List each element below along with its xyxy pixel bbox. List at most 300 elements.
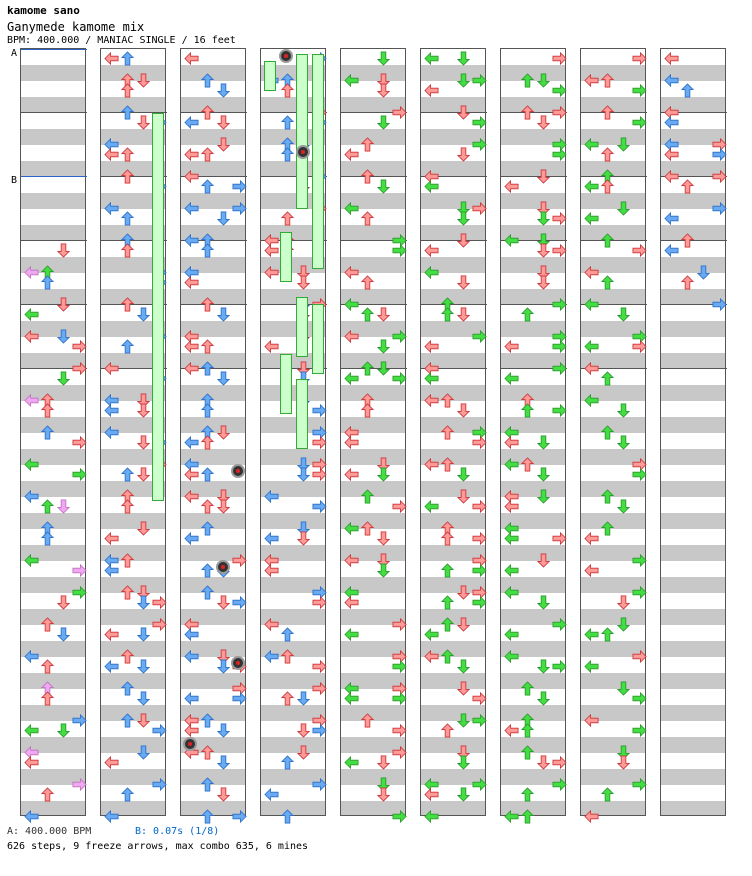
up-arrow-icon (456, 307, 471, 322)
down-arrow-icon (440, 563, 455, 578)
left-arrow-icon (424, 265, 439, 280)
down-arrow-icon (200, 777, 215, 792)
left-arrow-icon (504, 499, 519, 514)
up-arrow-icon (376, 787, 391, 802)
down-arrow-icon (680, 233, 695, 248)
down-arrow-icon (600, 489, 615, 504)
right-arrow-icon (552, 83, 567, 98)
up-arrow-icon (376, 115, 391, 130)
down-arrow-icon (120, 553, 135, 568)
up-arrow-icon (536, 169, 551, 184)
chart-column (180, 48, 246, 816)
up-arrow-icon (376, 563, 391, 578)
up-arrow-icon (376, 179, 391, 194)
up-arrow-icon (456, 713, 471, 728)
down-arrow-icon (520, 681, 535, 696)
left-arrow-icon (184, 723, 199, 738)
up-arrow-icon (136, 467, 151, 482)
down-arrow-icon (520, 105, 535, 120)
up-arrow-icon (136, 115, 151, 130)
down-arrow-icon (520, 723, 535, 738)
left-arrow-icon (104, 51, 119, 66)
up-arrow-icon (456, 51, 471, 66)
left-arrow-icon (184, 51, 199, 66)
left-arrow-icon (24, 649, 39, 664)
down-arrow-icon (360, 275, 375, 290)
up-arrow-icon (136, 73, 151, 88)
right-arrow-icon (712, 147, 727, 162)
left-arrow-icon (424, 339, 439, 354)
left-arrow-icon (584, 265, 599, 280)
left-arrow-icon (584, 73, 599, 88)
left-arrow-icon (264, 489, 279, 504)
up-arrow-icon (456, 681, 471, 696)
left-arrow-icon (584, 137, 599, 152)
down-arrow-icon (200, 179, 215, 194)
up-arrow-icon (216, 595, 231, 610)
left-arrow-icon (504, 371, 519, 386)
down-arrow-icon (200, 467, 215, 482)
left-arrow-icon (104, 531, 119, 546)
down-arrow-icon (40, 659, 55, 674)
chart-column (260, 48, 326, 816)
left-arrow-icon (584, 339, 599, 354)
up-arrow-icon (456, 73, 471, 88)
left-arrow-icon (104, 659, 119, 674)
up-arrow-icon (456, 105, 471, 120)
marker-b: B (11, 175, 18, 186)
right-arrow-icon (232, 809, 247, 824)
down-arrow-icon (200, 809, 215, 824)
up-arrow-icon (216, 137, 231, 152)
down-arrow-icon (120, 169, 135, 184)
up-arrow-icon (456, 755, 471, 770)
right-arrow-icon (392, 499, 407, 514)
right-arrow-icon (632, 649, 647, 664)
freeze-arrow (264, 61, 276, 91)
up-arrow-icon (56, 499, 71, 514)
up-arrow-icon (136, 627, 151, 642)
left-arrow-icon (504, 457, 519, 472)
right-arrow-icon (472, 201, 487, 216)
up-arrow-icon (616, 755, 631, 770)
down-arrow-icon (280, 691, 295, 706)
left-arrow-icon (24, 553, 39, 568)
up-arrow-icon (456, 211, 471, 226)
down-arrow-icon (280, 809, 295, 824)
right-arrow-icon (312, 499, 327, 514)
left-arrow-icon (584, 297, 599, 312)
up-arrow-icon (376, 361, 391, 376)
up-arrow-icon (216, 211, 231, 226)
right-arrow-icon (392, 243, 407, 258)
measure-line (501, 176, 567, 177)
down-arrow-icon (200, 297, 215, 312)
down-arrow-icon (520, 307, 535, 322)
up-arrow-icon (456, 147, 471, 162)
down-arrow-icon (360, 169, 375, 184)
measure-line (21, 304, 87, 305)
left-arrow-icon (664, 115, 679, 130)
mine-icon (216, 560, 230, 574)
left-arrow-icon (264, 339, 279, 354)
up-arrow-icon (536, 73, 551, 88)
up-arrow-icon (376, 339, 391, 354)
up-arrow-icon (216, 755, 231, 770)
left-arrow-icon (184, 361, 199, 376)
down-arrow-icon (600, 179, 615, 194)
down-arrow-icon (200, 521, 215, 536)
measure-line (421, 240, 487, 241)
down-arrow-icon (200, 585, 215, 600)
right-arrow-icon (632, 467, 647, 482)
right-arrow-icon (72, 467, 87, 482)
chart-column (20, 48, 86, 816)
left-arrow-icon (184, 201, 199, 216)
left-arrow-icon (584, 713, 599, 728)
down-arrow-icon (40, 425, 55, 440)
down-arrow-icon (360, 403, 375, 418)
right-arrow-icon (232, 201, 247, 216)
freeze-arrow (280, 232, 292, 282)
right-arrow-icon (632, 691, 647, 706)
down-arrow-icon (120, 147, 135, 162)
down-arrow-icon (680, 179, 695, 194)
down-arrow-icon (600, 105, 615, 120)
up-arrow-icon (616, 403, 631, 418)
right-arrow-icon (632, 51, 647, 66)
down-arrow-icon (200, 435, 215, 450)
right-arrow-icon (472, 435, 487, 450)
chart-stats: 626 steps, 9 freeze arrows, max combo 635, 6 mines (7, 841, 309, 852)
down-arrow-icon (120, 339, 135, 354)
down-arrow-icon (680, 83, 695, 98)
left-arrow-icon (424, 179, 439, 194)
down-arrow-icon (120, 51, 135, 66)
up-arrow-icon (536, 755, 551, 770)
down-arrow-icon (440, 425, 455, 440)
down-arrow-icon (40, 499, 55, 514)
up-arrow-icon (616, 137, 631, 152)
left-arrow-icon (24, 489, 39, 504)
down-arrow-icon (360, 361, 375, 376)
measure-line (21, 112, 87, 113)
up-arrow-icon (296, 723, 311, 738)
right-arrow-icon (312, 467, 327, 482)
down-arrow-icon (120, 499, 135, 514)
right-arrow-icon (472, 777, 487, 792)
right-arrow-icon (712, 297, 727, 312)
up-arrow-icon (136, 713, 151, 728)
left-arrow-icon (584, 809, 599, 824)
left-arrow-icon (264, 563, 279, 578)
left-arrow-icon (584, 627, 599, 642)
up-arrow-icon (536, 243, 551, 258)
left-arrow-icon (104, 809, 119, 824)
right-arrow-icon (392, 723, 407, 738)
right-arrow-icon (472, 137, 487, 152)
left-arrow-icon (424, 499, 439, 514)
up-arrow-icon (456, 275, 471, 290)
down-arrow-icon (200, 563, 215, 578)
right-arrow-icon (472, 713, 487, 728)
right-arrow-icon (72, 777, 87, 792)
mine-icon (296, 145, 310, 159)
left-arrow-icon (344, 371, 359, 386)
left-arrow-icon (344, 521, 359, 536)
down-arrow-icon (440, 531, 455, 546)
up-arrow-icon (376, 83, 391, 98)
song-title: Ganymede kamome mix (7, 20, 145, 34)
right-arrow-icon (392, 105, 407, 120)
left-arrow-icon (184, 531, 199, 546)
up-arrow-icon (216, 425, 231, 440)
left-arrow-icon (344, 467, 359, 482)
freeze-arrow (296, 54, 308, 209)
left-arrow-icon (424, 371, 439, 386)
left-arrow-icon (584, 211, 599, 226)
left-arrow-icon (264, 649, 279, 664)
right-arrow-icon (632, 777, 647, 792)
left-arrow-icon (504, 531, 519, 546)
left-arrow-icon (504, 233, 519, 248)
left-arrow-icon (504, 179, 519, 194)
up-arrow-icon (136, 595, 151, 610)
up-arrow-icon (536, 467, 551, 482)
down-arrow-icon (600, 233, 615, 248)
down-arrow-icon (360, 489, 375, 504)
down-arrow-icon (200, 243, 215, 258)
down-arrow-icon (120, 681, 135, 696)
right-arrow-icon (312, 403, 327, 418)
up-arrow-icon (216, 307, 231, 322)
left-arrow-icon (24, 329, 39, 344)
left-arrow-icon (584, 361, 599, 376)
right-arrow-icon (312, 659, 327, 674)
right-arrow-icon (312, 595, 327, 610)
left-arrow-icon (344, 755, 359, 770)
up-arrow-icon (136, 691, 151, 706)
down-arrow-icon (600, 521, 615, 536)
right-arrow-icon (632, 243, 647, 258)
down-arrow-icon (440, 649, 455, 664)
right-arrow-icon (392, 617, 407, 632)
up-arrow-icon (616, 201, 631, 216)
down-arrow-icon (440, 595, 455, 610)
left-arrow-icon (664, 243, 679, 258)
left-arrow-icon (584, 393, 599, 408)
up-arrow-icon (536, 659, 551, 674)
up-arrow-icon (456, 467, 471, 482)
right-arrow-icon (72, 713, 87, 728)
up-arrow-icon (456, 403, 471, 418)
left-arrow-icon (344, 73, 359, 88)
measure-line (421, 112, 487, 113)
left-arrow-icon (424, 393, 439, 408)
right-arrow-icon (632, 585, 647, 600)
left-arrow-icon (584, 659, 599, 674)
right-arrow-icon (552, 403, 567, 418)
up-arrow-icon (216, 83, 231, 98)
down-arrow-icon (280, 627, 295, 642)
left-arrow-icon (104, 755, 119, 770)
left-arrow-icon (24, 393, 39, 408)
up-arrow-icon (616, 617, 631, 632)
down-arrow-icon (120, 585, 135, 600)
down-arrow-icon (440, 457, 455, 472)
left-arrow-icon (184, 115, 199, 130)
up-arrow-icon (136, 435, 151, 450)
down-arrow-icon (360, 211, 375, 226)
right-arrow-icon (72, 435, 87, 450)
up-arrow-icon (296, 745, 311, 760)
down-arrow-icon (600, 147, 615, 162)
down-arrow-icon (600, 275, 615, 290)
bpm-change-line (21, 176, 87, 177)
down-arrow-icon (280, 211, 295, 226)
up-arrow-icon (136, 745, 151, 760)
up-arrow-icon (216, 115, 231, 130)
up-arrow-icon (536, 553, 551, 568)
down-arrow-icon (600, 787, 615, 802)
down-arrow-icon (280, 147, 295, 162)
left-arrow-icon (24, 723, 39, 738)
down-arrow-icon (40, 403, 55, 418)
left-arrow-icon (504, 585, 519, 600)
down-arrow-icon (360, 521, 375, 536)
right-arrow-icon (552, 777, 567, 792)
right-arrow-icon (632, 115, 647, 130)
up-arrow-icon (696, 265, 711, 280)
left-arrow-icon (664, 51, 679, 66)
right-arrow-icon (312, 723, 327, 738)
right-arrow-icon (392, 371, 407, 386)
right-arrow-icon (72, 361, 87, 376)
right-arrow-icon (632, 553, 647, 568)
left-arrow-icon (584, 531, 599, 546)
left-arrow-icon (504, 435, 519, 450)
left-arrow-icon (504, 723, 519, 738)
left-arrow-icon (24, 265, 39, 280)
down-arrow-icon (520, 809, 535, 824)
down-arrow-icon (600, 371, 615, 386)
up-arrow-icon (456, 787, 471, 802)
right-arrow-icon (472, 73, 487, 88)
left-arrow-icon (184, 649, 199, 664)
up-arrow-icon (456, 233, 471, 248)
left-arrow-icon (184, 275, 199, 290)
left-arrow-icon (104, 403, 119, 418)
left-arrow-icon (264, 617, 279, 632)
up-arrow-icon (376, 307, 391, 322)
up-arrow-icon (376, 531, 391, 546)
right-arrow-icon (152, 617, 167, 632)
down-arrow-icon (200, 105, 215, 120)
down-arrow-icon (120, 83, 135, 98)
down-arrow-icon (200, 73, 215, 88)
down-arrow-icon (40, 275, 55, 290)
down-arrow-icon (120, 787, 135, 802)
left-arrow-icon (104, 425, 119, 440)
chart-column (340, 48, 406, 816)
right-arrow-icon (472, 563, 487, 578)
left-arrow-icon (344, 435, 359, 450)
left-arrow-icon (424, 649, 439, 664)
left-arrow-icon (184, 233, 199, 248)
down-arrow-icon (440, 617, 455, 632)
left-arrow-icon (344, 595, 359, 610)
left-arrow-icon (24, 809, 39, 824)
marker-a: A (11, 48, 18, 59)
up-arrow-icon (616, 595, 631, 610)
down-arrow-icon (120, 467, 135, 482)
right-arrow-icon (152, 777, 167, 792)
legend-bpm-a: A: 400.000 BPM (7, 826, 92, 837)
freeze-arrow (280, 354, 292, 414)
chart-column (580, 48, 646, 816)
right-arrow-icon (552, 755, 567, 770)
right-arrow-icon (232, 553, 247, 568)
chart-column (100, 48, 166, 816)
left-arrow-icon (184, 147, 199, 162)
up-arrow-icon (56, 297, 71, 312)
up-arrow-icon (56, 595, 71, 610)
up-arrow-icon (616, 499, 631, 514)
right-arrow-icon (72, 585, 87, 600)
up-arrow-icon (136, 659, 151, 674)
down-arrow-icon (360, 713, 375, 728)
down-arrow-icon (600, 627, 615, 642)
down-arrow-icon (280, 755, 295, 770)
right-arrow-icon (392, 809, 407, 824)
left-arrow-icon (24, 307, 39, 322)
down-arrow-icon (120, 211, 135, 226)
left-arrow-icon (104, 201, 119, 216)
mine-icon (231, 656, 245, 670)
left-arrow-icon (504, 339, 519, 354)
down-arrow-icon (360, 307, 375, 322)
freeze-arrow (312, 304, 324, 374)
left-arrow-icon (504, 809, 519, 824)
down-arrow-icon (440, 307, 455, 322)
up-arrow-icon (616, 307, 631, 322)
left-arrow-icon (344, 329, 359, 344)
freeze-arrow (296, 297, 308, 357)
left-arrow-icon (184, 627, 199, 642)
down-arrow-icon (360, 137, 375, 152)
up-arrow-icon (296, 467, 311, 482)
mine-icon (183, 737, 197, 751)
up-arrow-icon (56, 243, 71, 258)
left-arrow-icon (344, 147, 359, 162)
right-arrow-icon (72, 563, 87, 578)
up-arrow-icon (536, 275, 551, 290)
up-arrow-icon (216, 787, 231, 802)
right-arrow-icon (552, 51, 567, 66)
right-arrow-icon (312, 681, 327, 696)
right-arrow-icon (632, 723, 647, 738)
left-arrow-icon (504, 649, 519, 664)
down-arrow-icon (200, 339, 215, 354)
down-arrow-icon (40, 787, 55, 802)
right-arrow-icon (552, 617, 567, 632)
right-arrow-icon (632, 339, 647, 354)
left-arrow-icon (264, 787, 279, 802)
right-arrow-icon (472, 115, 487, 130)
down-arrow-icon (120, 649, 135, 664)
left-arrow-icon (424, 457, 439, 472)
mine-icon (231, 464, 245, 478)
